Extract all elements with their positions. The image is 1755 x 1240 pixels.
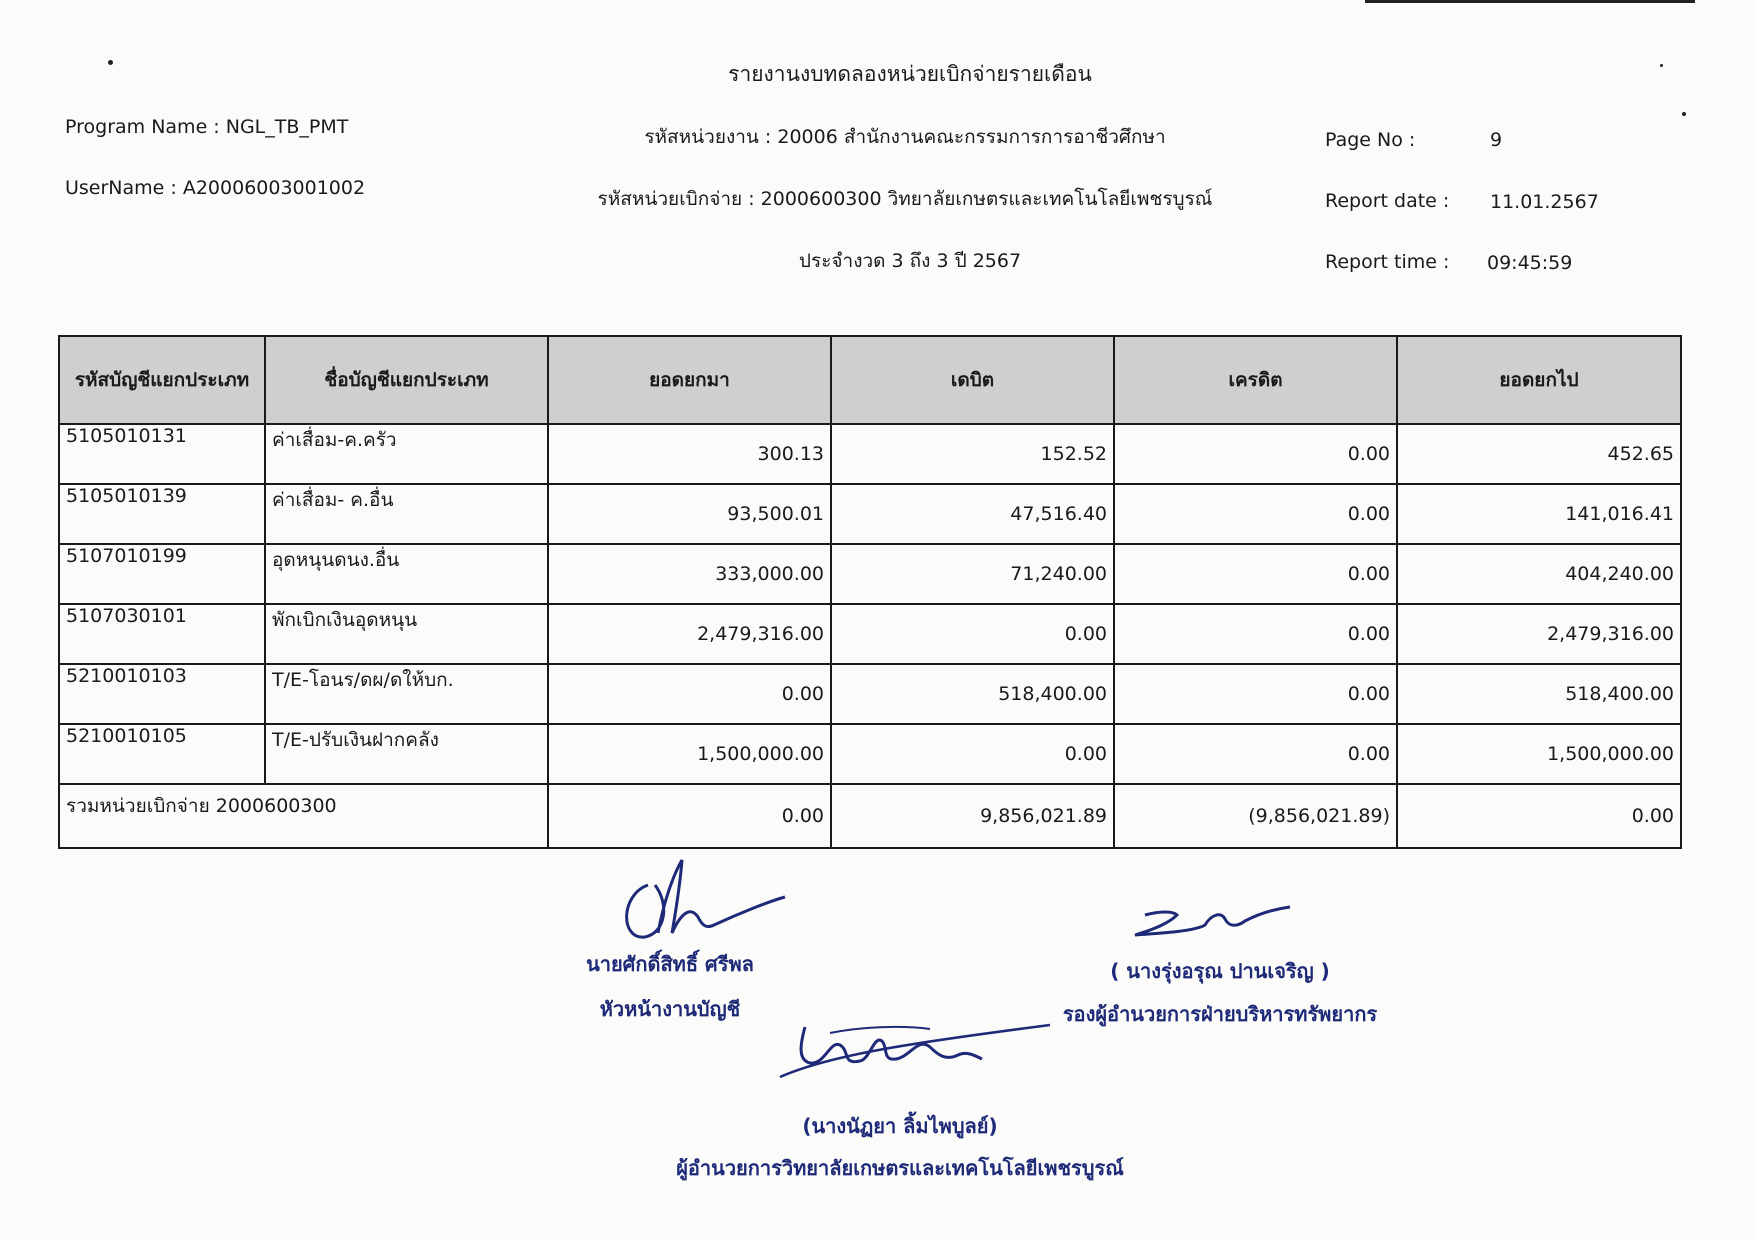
report-date-label: Report date : bbox=[1325, 190, 1450, 212]
program-name: Program Name : NGL_TB_PMT bbox=[65, 116, 349, 138]
signer-3-position: ผู้อำนวยการวิทยาลัยเกษตรและเทคโนโลยีเพชรบูรณ์ bbox=[676, 1156, 1124, 1180]
header-account-name: ชื่อบัญชีแยกประเภท bbox=[265, 336, 548, 424]
account-code-cell: 5107010199 bbox=[59, 544, 265, 604]
page-no-label: Page No : bbox=[1325, 129, 1416, 151]
carried-forward-cell: 452.65 bbox=[1397, 424, 1681, 484]
period-line: ประจำงวด 3 ถึง 3 ปี 2567 bbox=[798, 250, 1022, 272]
signature-deputy-director bbox=[1125, 895, 1295, 945]
total-debit: 9,856,021.89 bbox=[831, 784, 1114, 848]
credit-cell: 0.00 bbox=[1114, 544, 1397, 604]
table-row bbox=[59, 664, 1681, 724]
total-brought-forward: 0.00 bbox=[548, 784, 831, 848]
signer-1-position: หัวหน้างานบัญชี bbox=[599, 997, 741, 1021]
account-name-cell: พักเบิกเงินอุดหนุน bbox=[265, 604, 548, 664]
account-name-cell: T/E-ปรับเงินฝากคลัง bbox=[265, 724, 548, 784]
table-row bbox=[59, 544, 1681, 604]
account-code-cell: 5210010103 bbox=[59, 664, 265, 724]
header-debit: เดบิต bbox=[831, 336, 1114, 424]
signer-2-position: รองผู้อำนวยการฝ่ายบริหารทรัพยากร bbox=[1062, 1002, 1378, 1026]
brought-forward-cell: 0.00 bbox=[548, 664, 831, 724]
carried-forward-cell: 2,479,316.00 bbox=[1397, 604, 1681, 664]
signer-3-name: (นางนัฏยา ลิ้มไพบูลย์) bbox=[802, 1114, 998, 1138]
credit-cell: 0.00 bbox=[1114, 664, 1397, 724]
report-time-value: 09:45:59 bbox=[1487, 252, 1573, 274]
total-label: รวมหน่วยเบิกจ่าย 2000600300 bbox=[59, 784, 548, 848]
brought-forward-cell: 2,479,316.00 bbox=[548, 604, 831, 664]
debit-cell: 518,400.00 bbox=[831, 664, 1114, 724]
table-row bbox=[59, 724, 1681, 784]
signer-2-name: ( นางรุ่งอรุณ ปานเจริญ ) bbox=[1110, 959, 1330, 983]
header-credit: เครดิต bbox=[1114, 336, 1397, 424]
total-credit: (9,856,021.89) bbox=[1114, 784, 1397, 848]
account-code-cell: 5210010105 bbox=[59, 724, 265, 784]
scan-speck bbox=[1682, 112, 1686, 116]
report-date-value: 11.01.2567 bbox=[1490, 191, 1599, 213]
table-header-row bbox=[59, 336, 1681, 424]
disbursement-unit-line: รหัสหน่วยเบิกจ่าย : 2000600300 วิทยาลัยเกษตรและเทคโนโลยีเพชรบูรณ์ bbox=[597, 188, 1213, 210]
account-code-cell: 5107030101 bbox=[59, 604, 265, 664]
user-name: UserName : A20006003001002 bbox=[65, 177, 366, 199]
brought-forward-cell: 1,500,000.00 bbox=[548, 724, 831, 784]
top-edge-rule bbox=[1365, 0, 1695, 3]
debit-cell: 0.00 bbox=[831, 724, 1114, 784]
debit-cell: 71,240.00 bbox=[831, 544, 1114, 604]
table-row bbox=[59, 424, 1681, 484]
account-code-cell: 5105010139 bbox=[59, 484, 265, 544]
signature-accounting-head bbox=[610, 855, 790, 945]
agency-line: รหัสหน่วยงาน : 20006 สำนักงานคณะกรรมการการอาชีวศึกษา bbox=[644, 126, 1166, 148]
credit-cell: 0.00 bbox=[1114, 604, 1397, 664]
account-name-cell: ค่าเสื่อม-ค.ครัว bbox=[265, 424, 548, 484]
brought-forward-cell: 93,500.01 bbox=[548, 484, 831, 544]
page-no-value: 9 bbox=[1490, 129, 1503, 151]
report-time-label: Report time : bbox=[1325, 251, 1450, 273]
account-code-cell: 5105010131 bbox=[59, 424, 265, 484]
header-carried-forward: ยอดยกไป bbox=[1397, 336, 1681, 424]
table-row bbox=[59, 604, 1681, 664]
debit-cell: 152.52 bbox=[831, 424, 1114, 484]
brought-forward-cell: 300.13 bbox=[548, 424, 831, 484]
account-name-cell: อุดหนุนดนง.อื่น bbox=[265, 544, 548, 604]
account-name-cell: ค่าเสื่อม- ค.อื่น bbox=[265, 484, 548, 544]
credit-cell: 0.00 bbox=[1114, 484, 1397, 544]
trial-balance-table bbox=[58, 335, 1682, 849]
signer-1-name: นายศักดิ์สิทธิ์ ศรีพล bbox=[586, 952, 754, 976]
report-title: รายงานงบทดลองหน่วยเบิกจ่ายรายเดือน bbox=[728, 62, 1092, 86]
credit-cell: 0.00 bbox=[1114, 424, 1397, 484]
carried-forward-cell: 1,500,000.00 bbox=[1397, 724, 1681, 784]
total-row bbox=[59, 784, 1681, 848]
table-row bbox=[59, 484, 1681, 544]
carried-forward-cell: 518,400.00 bbox=[1397, 664, 1681, 724]
debit-cell: 47,516.40 bbox=[831, 484, 1114, 544]
carried-forward-cell: 404,240.00 bbox=[1397, 544, 1681, 604]
debit-cell: 0.00 bbox=[831, 604, 1114, 664]
total-carried-forward: 0.00 bbox=[1397, 784, 1681, 848]
header-account-code: รหัสบัญชีแยกประเภท bbox=[59, 336, 265, 424]
carried-forward-cell: 141,016.41 bbox=[1397, 484, 1681, 544]
account-name-cell: T/E-โอนร/ดผ/ดให้บก. bbox=[265, 664, 548, 724]
credit-cell: 0.00 bbox=[1114, 724, 1397, 784]
header-brought-forward: ยอดยกมา bbox=[548, 336, 831, 424]
brought-forward-cell: 333,000.00 bbox=[548, 544, 831, 604]
